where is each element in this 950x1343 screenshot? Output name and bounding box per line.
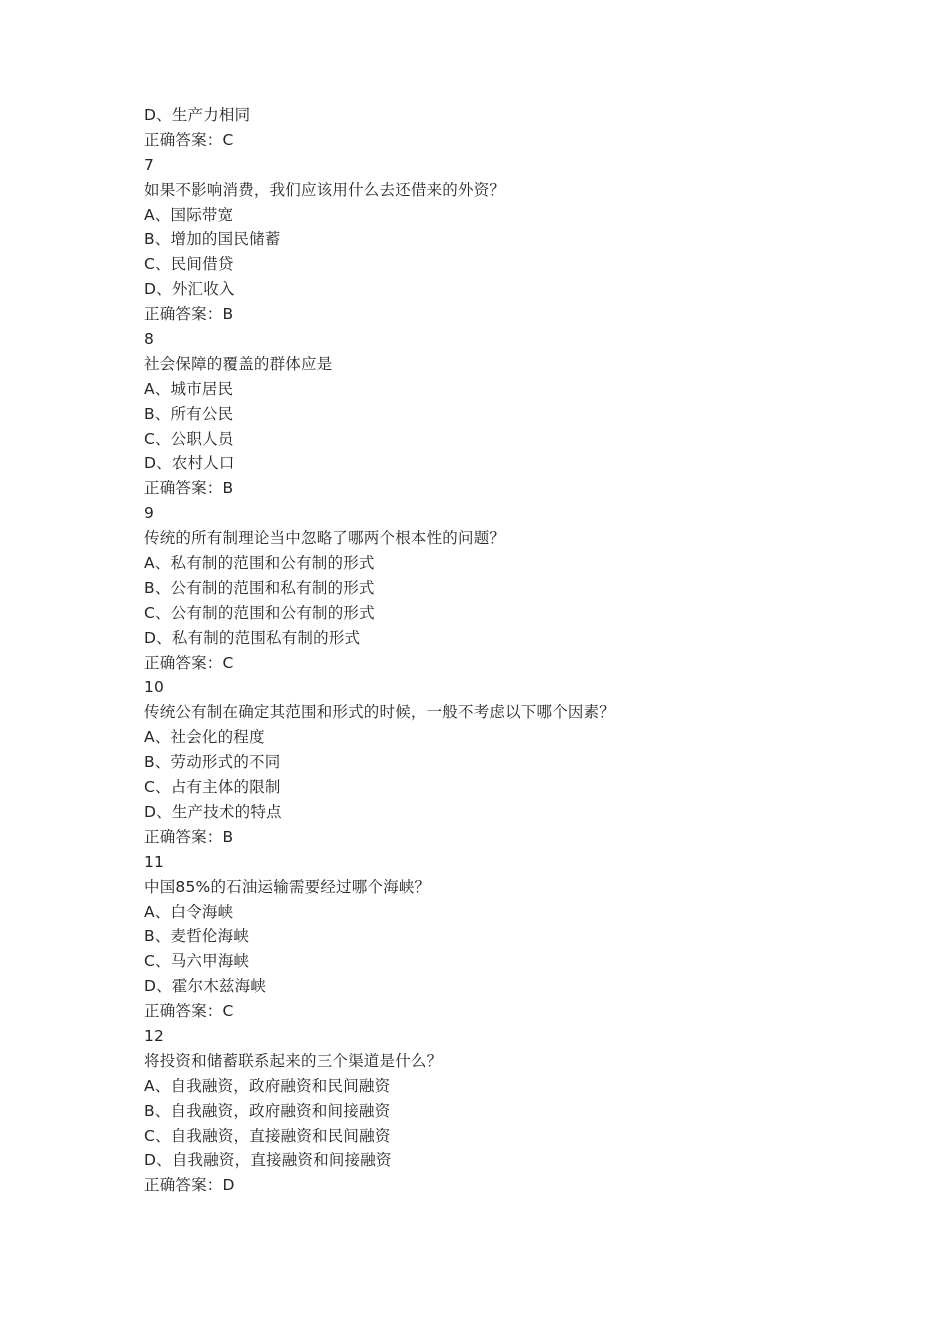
question-text: 将投资和储蓄联系起来的三个渠道是什么？ — [144, 1051, 443, 1070]
correct-answer: 正确答案：C — [144, 130, 234, 149]
question-number: 7 — [144, 155, 155, 174]
option-b: B、麦哲伦海峡 — [144, 927, 250, 946]
option-c: C、马六甲海峡 — [144, 952, 250, 971]
correct-answer: 正确答案：D — [144, 1176, 235, 1195]
question-number: 12 — [144, 1026, 165, 1045]
question-number: 10 — [144, 678, 165, 697]
question-continuation — [144, 103, 904, 153]
option-b: B、公有制的范围和私有制的形式 — [144, 578, 375, 597]
option-d: D、农村人口 — [144, 454, 235, 473]
question-text: 中国85%的石油运输需要经过哪个海峡？ — [144, 877, 431, 896]
option-a: A、白令海峡 — [144, 902, 234, 921]
question-text: 社会保障的覆盖的群体应是 — [144, 354, 333, 373]
option-b: B、增加的国民储蓄 — [144, 230, 281, 249]
question-10 — [144, 675, 904, 849]
option-a: A、私有制的范围和公有制的形式 — [144, 554, 375, 573]
document-page — [144, 103, 904, 1198]
option-c: C、自我融资，直接融资和民间融资 — [144, 1126, 391, 1145]
question-number: 8 — [144, 330, 155, 349]
option-d: D、生产力相同 — [144, 106, 251, 124]
option-a: A、国际带宽 — [144, 205, 234, 224]
question-text: 如果不影响消费，我们应该用什么去还借来的外资？ — [144, 180, 506, 199]
question-7 — [144, 153, 904, 327]
question-text: 传统的所有制理论当中忽略了哪两个根本性的问题？ — [144, 529, 506, 548]
option-b: B、劳动形式的不同 — [144, 753, 281, 772]
option-d: D、生产技术的特点 — [144, 802, 282, 821]
correct-answer: 正确答案：B — [144, 827, 234, 846]
question-text: 传统公有制在确定其范围和形式的时候，一般不考虑以下哪个因素？ — [144, 703, 616, 722]
question-8 — [144, 327, 904, 501]
question-11 — [144, 850, 904, 1024]
question-9 — [144, 501, 904, 675]
option-a: A、城市居民 — [144, 379, 234, 398]
option-c: C、公有制的范围和公有制的形式 — [144, 603, 375, 622]
correct-answer: 正确答案：C — [144, 1002, 234, 1021]
option-d: D、霍尔木兹海峡 — [144, 977, 267, 996]
option-a: A、社会化的程度 — [144, 728, 265, 747]
correct-answer: 正确答案：C — [144, 653, 234, 672]
option-c: C、公职人员 — [144, 429, 234, 448]
option-c: C、民间借贷 — [144, 255, 234, 274]
option-b: B、所有公民 — [144, 404, 234, 423]
option-c: C、占有主体的限制 — [144, 778, 281, 797]
question-number: 11 — [144, 852, 165, 871]
option-d: D、外汇收入 — [144, 280, 235, 299]
correct-answer: 正确答案：B — [144, 479, 234, 498]
option-b: B、自我融资，政府融资和间接融资 — [144, 1101, 391, 1120]
option-d: D、私有制的范围私有制的形式 — [144, 628, 361, 647]
option-d: D、自我融资，直接融资和间接融资 — [144, 1151, 392, 1170]
correct-answer: 正确答案：B — [144, 305, 234, 324]
question-12 — [144, 1024, 904, 1198]
option-a: A、自我融资，政府融资和民间融资 — [144, 1076, 391, 1095]
question-number: 9 — [144, 504, 155, 523]
